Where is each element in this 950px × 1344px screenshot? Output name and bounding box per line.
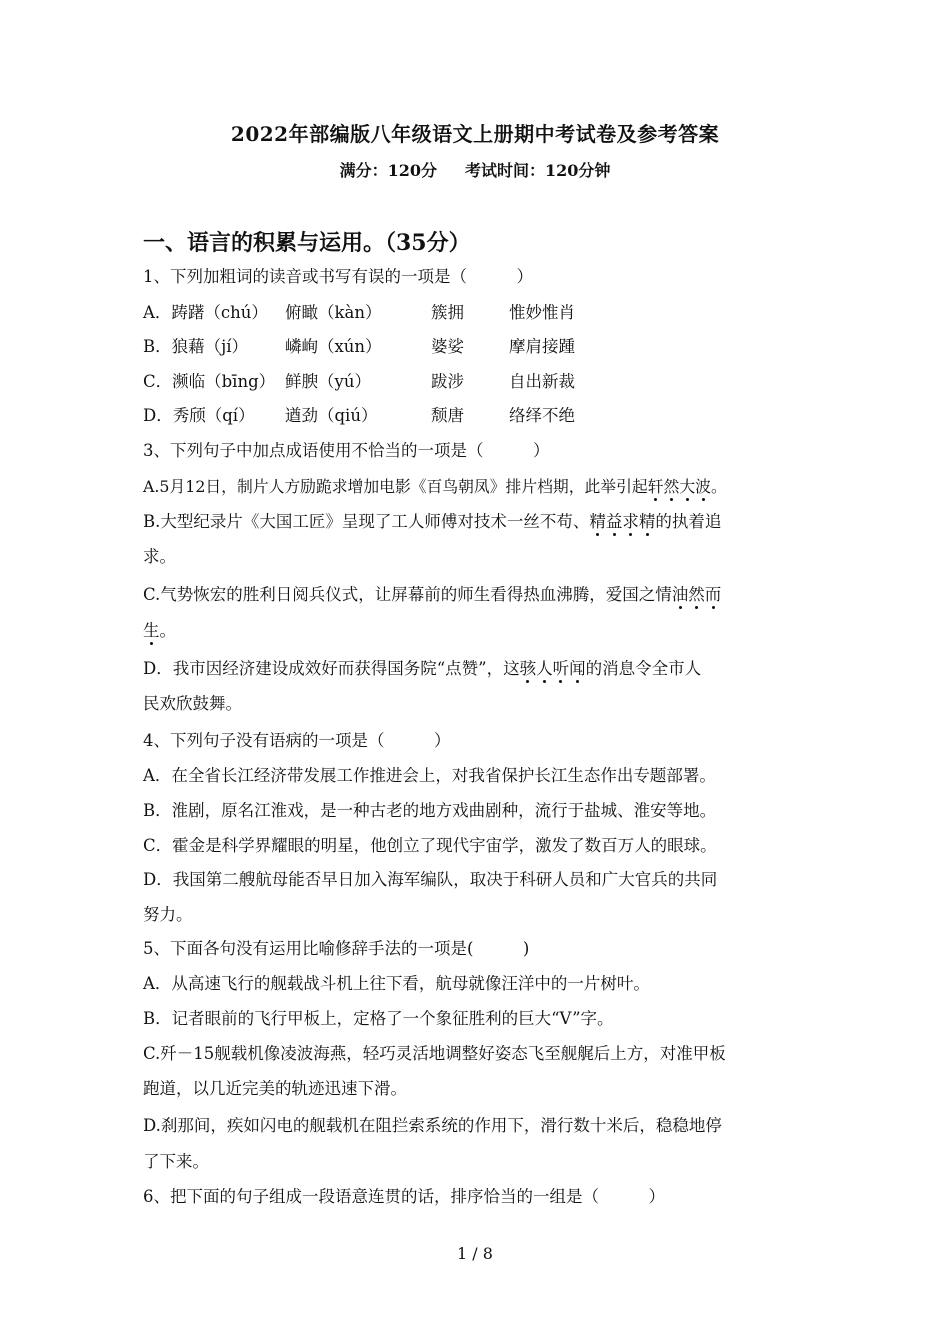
question-1-option-a: A．踌躇（chú） 俯瞰（kàn） 簇拥 惟妙惟肖 — [143, 303, 575, 322]
section-heading: 一、语言的积累与运用。（35分） — [143, 230, 471, 256]
question-4-option-d-cont: 努力。 — [143, 905, 193, 924]
emphasis-dot-char: 波 — [695, 477, 711, 496]
dotted-idiom — [143, 621, 160, 640]
emphasis-dot-char: 求 — [622, 512, 639, 531]
dotted-idiom — [648, 477, 711, 496]
emphasis-dot-char: 精 — [589, 512, 606, 531]
emphasis-dot-char: 大 — [679, 477, 696, 496]
question-1-option-b: B．狼藉（jí） 嶙峋（xún） 婆娑 摩肩接踵 — [143, 337, 575, 356]
question-5-option-b: B．记者眼前的飞行甲板上，定格了一个象征胜利的巨大“V”字。 — [143, 1009, 614, 1028]
emphasis-dot-char: 闻 — [569, 659, 586, 678]
question-3-option-a: A.5月12日，制片人方励跪求增加电影《百鸟朝凤》排片档期，此举引起轩然大波。 — [143, 477, 727, 496]
emphasis-dot-char: 然 — [688, 585, 705, 604]
question-1-option-d: D．秀颀（qí） 遒劲（qiú） 颓唐 络绎不绝 — [143, 406, 575, 425]
question-5-stem: 5、下面各句没有运用比喻修辞手法的一项是( ) — [143, 939, 530, 958]
emphasis-dot-char: 轩 — [647, 477, 664, 496]
exam-time: 考试时间：120分钟 — [465, 161, 611, 180]
emphasis-dot-char: 精 — [638, 512, 656, 531]
question-5-option-c-cont: 跑道，以几近完美的轨迹迅速下滑。 — [143, 1079, 407, 1098]
full-score: 满分：120分 — [339, 161, 437, 180]
emphasis-dot-char: 油 — [671, 585, 689, 604]
question-3-option-b: B.大型纪录片《大国工匠》呈现了工人师傅对技术一丝不苟、精益求精的执着追 — [143, 512, 722, 531]
emphasis-dot-char: 人 — [536, 659, 553, 678]
emphasis-dot-char: 听 — [552, 659, 570, 678]
emphasis-dot-char: 骇 — [519, 659, 537, 678]
question-5-option-d-cont: 了下来。 — [143, 1152, 209, 1171]
question-5-option-c: C.歼－15舰载机像凌波海燕，轻巧灵活地调整好姿态飞至舰艉后上方，对准甲板 — [143, 1044, 726, 1063]
question-4-option-a: A．在全省长江经济带发展工作推进会上，对我省保护长江生态作出专题部署。 — [143, 766, 716, 785]
page-number: 1 / 8 — [457, 1244, 493, 1263]
question-4-option-d: D．我国第二艘航母能否早日加入海军编队，取决于科研人员和广大官兵的共同 — [143, 870, 718, 889]
emphasis-dot-char: 益 — [605, 512, 623, 531]
question-5-option-d: D.刹那间，疾如闪电的舰载机在阻拦索系统的作用下，滑行数十米后，稳稳地停 — [143, 1116, 722, 1135]
question-5-option-a: A．从高速飞行的舰载战斗机上往下看，航母就像汪洋中的一片树叶。 — [143, 974, 650, 993]
question-4-option-b: B．淮剧，原名江淮戏，是一种古老的地方戏曲剧种，流行于盐城、淮安等地。 — [143, 801, 717, 820]
question-1-stem: 1、下列加粗词的读音或书写有误的一项是（ ） — [143, 267, 533, 286]
emphasis-dot-char: 然 — [663, 477, 680, 496]
dotted-idiom — [672, 585, 722, 604]
question-3-stem: 3、下列句子中加点成语使用不恰当的一项是（ ） — [143, 441, 550, 460]
question-3-option-d-cont: 民欢欣鼓舞。 — [143, 694, 242, 713]
question-3-option-b-cont: 求。 — [143, 547, 176, 566]
dotted-idiom — [520, 659, 586, 678]
question-6-stem: 6、把下面的句子组成一段语意连贯的话，排序恰当的一组是（ ） — [143, 1187, 665, 1206]
question-3-option-c-cont: 生。 — [143, 621, 176, 640]
question-4-option-c: C．霍金是科学界耀眼的明星，他创立了现代宇宙学，激发了数百万人的眼球。 — [143, 836, 717, 855]
page-title: 2022年部编版八年级语文上册期中考试卷及参考答案 — [230, 122, 720, 146]
emphasis-dot-char: 生 — [143, 621, 160, 640]
question-1-option-c: C．濒临（bīng） 鲜腴（yú） 跋涉 自出新裁 — [143, 372, 575, 391]
emphasis-dot-char: 而 — [704, 585, 722, 604]
question-4-stem: 4、下列句子没有语病的一项是（ ） — [143, 731, 451, 750]
exam-info — [0, 158, 950, 181]
question-3-option-d: D．我市因经济建设成效好而获得国务院“点赞”，这骇人听闻的消息令全市人 — [143, 659, 702, 678]
dotted-idiom — [589, 512, 655, 531]
question-3-option-c: C.气势恢宏的胜利日阅兵仪式，让屏幕前的师生看得热血沸腾，爱国之情油然而 — [143, 585, 722, 604]
